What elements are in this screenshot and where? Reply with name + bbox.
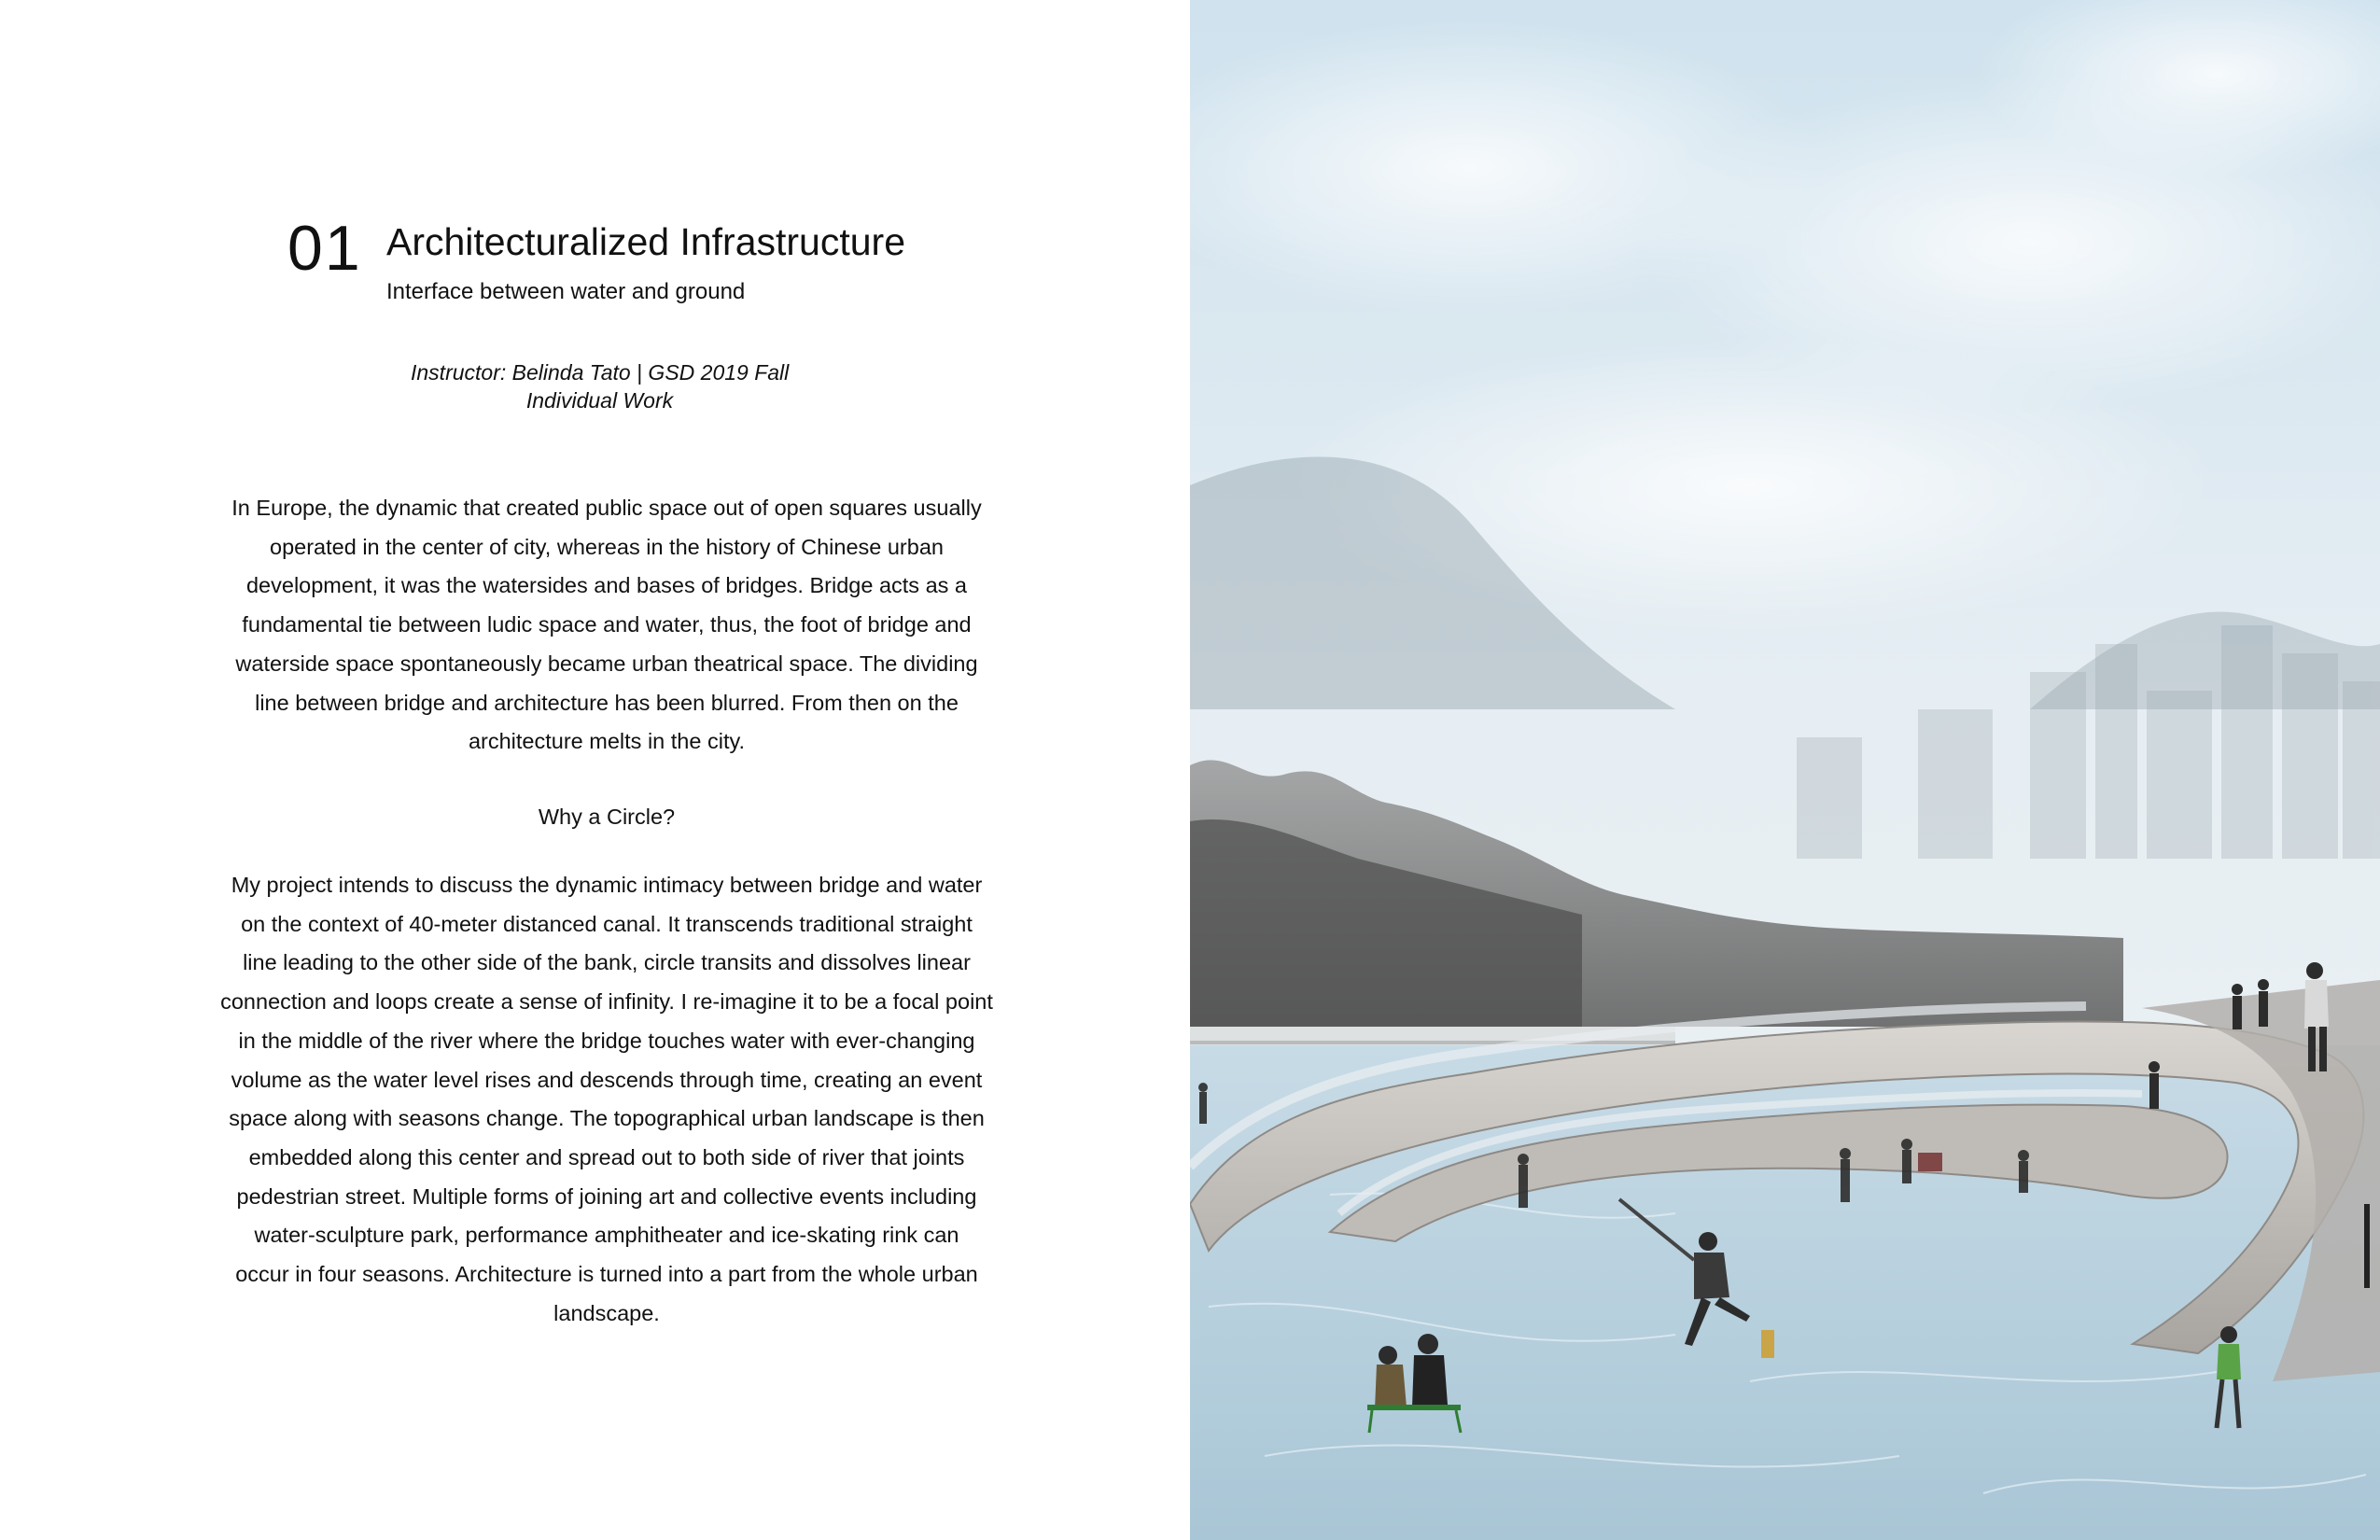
paragraph-line: fundamental tie between ludic space and water, thus, the foot of bridge and: [242, 612, 972, 637]
project-subtitle: Interface between water and ground: [386, 279, 746, 304]
paragraph-line: water-sculpture park, performance amphitheater and ice-skating rink can: [254, 1223, 959, 1248]
paragraph-line: in the middle of the river where the bridge touches water with ever-changing: [238, 1028, 975, 1053]
paragraph-line: volume as the water level rises and descends through time, creating an event: [231, 1067, 983, 1092]
paragraph-line: line leading to the other side of the bank, circle transits and dissolves linear: [243, 950, 971, 975]
concept-paragraph: [210, 866, 1003, 1333]
why-circle-heading: [210, 798, 1003, 837]
instructor-line: Instructor: Belinda Tato | GSD 2019 Fall: [411, 360, 790, 385]
paragraph-line: My project intends to discuss the dynamic intimacy between bridge and water: [231, 873, 983, 897]
question-line: Why a Circle?: [538, 805, 676, 829]
paragraph-line: development, it was the watersides and bases of bridges. Bridge acts as a: [245, 573, 967, 598]
paragraph-line: pedestrian street. Multiple forms of joining art and collective events including: [236, 1183, 977, 1209]
paragraph-line: landscape.: [553, 1300, 660, 1325]
project-title: Architecturalized Infrastructure: [386, 220, 906, 263]
paragraph-line: waterside space spontaneously became urban theatrical space. The dividing: [235, 651, 978, 676]
work-type: Individual Work: [525, 388, 674, 413]
paragraph-line: connection and loops create a sense of infinity. I re-imagine it to be a focal point: [220, 989, 993, 1015]
paragraph-line: In Europe, the dynamic that created public space out of open squares usually: [231, 496, 982, 520]
paragraph-line: embedded along this center and spread out to both side of river that joints: [248, 1144, 965, 1169]
paragraph-line: operated in the center of city, whereas in the history of Chinese urban: [270, 534, 944, 559]
project-credits: [411, 358, 789, 414]
paragraph-line: architecture melts in the city.: [468, 729, 746, 754]
winter-bridge-rendering: [1190, 0, 2380, 1540]
paragraph-line: space along with seasons change. The topographical urban landscape is then: [229, 1106, 985, 1131]
paragraph-line: on the context of 40-meter distanced canal. It transcends traditional straight: [241, 911, 973, 936]
paragraph-line: occur in four seasons. Architecture is turned into a part from the whole urban: [235, 1262, 978, 1287]
paragraph-line: line between bridge and architecture has been blurred. From then on the: [255, 690, 959, 715]
rendering-image: [1190, 0, 2380, 1540]
project-number: 01: [287, 213, 362, 284]
intro-paragraph: [210, 489, 1003, 762]
